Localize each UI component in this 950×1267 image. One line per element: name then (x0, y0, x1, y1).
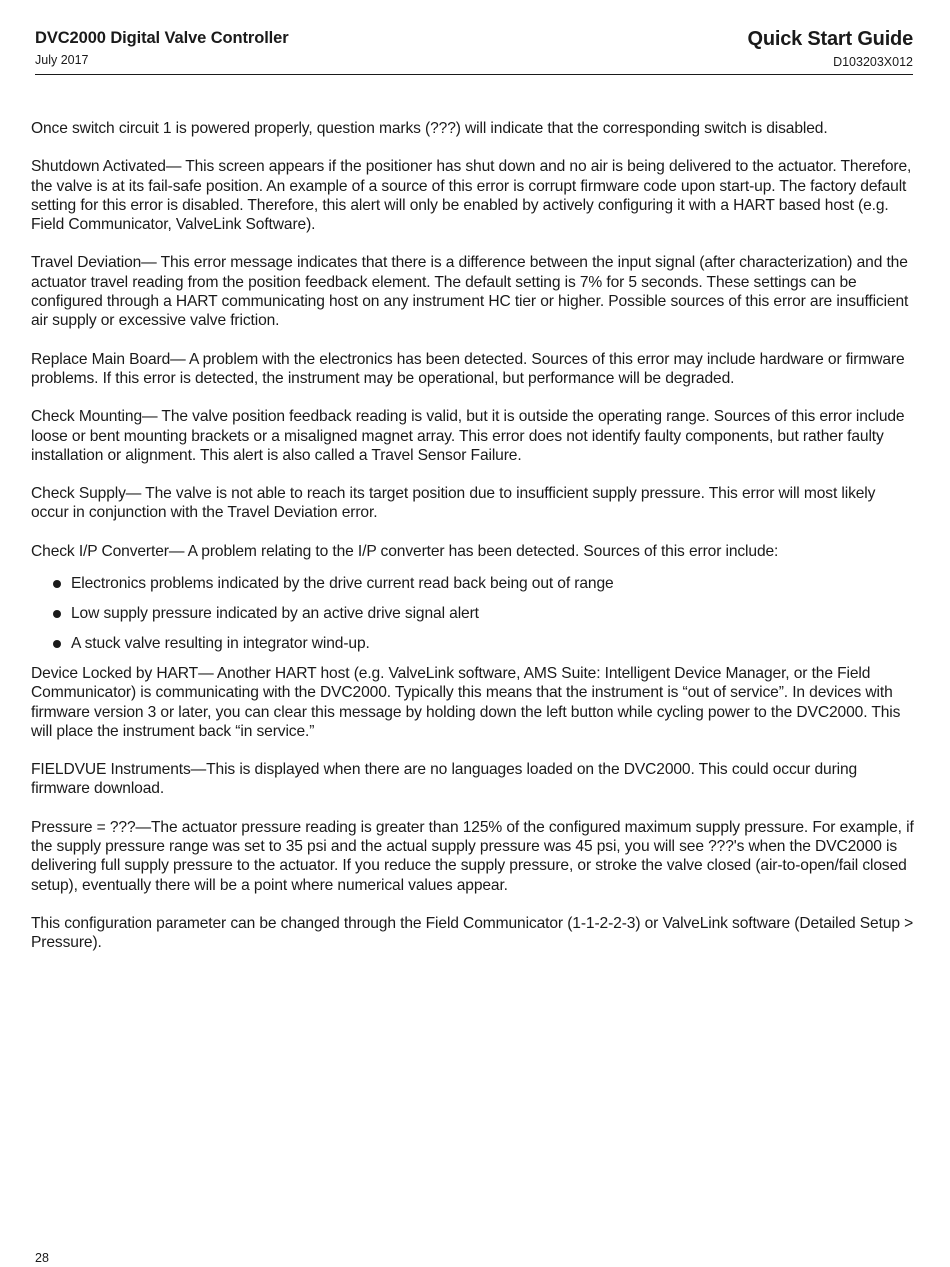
section-body: — This screen appears if the positioner has shut down and no air is being delivered to the actuator. Therefore, the valve is at its fail-safe position. An example of a source of this error is corrupt firmware code upon start-up. The factory default setting for this error is disabled. Therefore, this alert will only be enabled by actively configuring it with a HART based host (e.g. Field Communicator, ValveLink Software). (31, 158, 912, 234)
bullet-icon (53, 580, 61, 588)
list-item (31, 634, 915, 653)
list-item-text: A stuck valve resulting in integrator wind-up. (71, 635, 370, 653)
section-body: —This is displayed when there are no languages loaded on the DVC2000. This could occur during firmware download. (31, 761, 858, 798)
page-number: 28 (35, 1251, 49, 1265)
section-heading: Travel Deviation (31, 254, 142, 272)
section-body: — A problem with the electronics has been detected. Sources of this error may include hardware or firmware problems. If this error is detected, the instrument may be operational, but performance will be degraded. (31, 350, 905, 387)
page-content (31, 119, 915, 972)
list-item (31, 604, 915, 623)
section-fieldvue-instruments (31, 760, 915, 799)
section-heading: Replace Main Board (31, 350, 171, 368)
list-item (31, 574, 915, 593)
section-check-mounting (31, 407, 915, 465)
intro-paragraph: Once switch circuit 1 is powered properly, question marks (???) will indicate that the corresponding switch is disabled. (31, 120, 828, 137)
section-pressure (31, 818, 915, 895)
section-heading: Shutdown Activated (31, 158, 166, 176)
section-body: — Another HART host (e.g. ValveLink software, AMS Suite: Intelligent Device Manager, or the Field Communicator) is communicating with the DVC2000. Typically this means that the instrument is “out of service”. In devices with firmware version 3 or later, you can clear this message by holding down the left button while cycling power to the DVC2000. This will place the instrument back “in service.” (31, 665, 901, 740)
section-body: — A problem relating to the I/P converter has been detected. Sources of this error include: (168, 542, 779, 560)
section-body: — The valve is not able to reach its target position due to insufficient supply pressure. This error will most likely occur in conjunction with the Travel Deviation error. (31, 485, 876, 522)
document-number: D103203X012 (833, 55, 913, 69)
section-heading: FIELDVUE Instruments (31, 761, 191, 779)
list-item-text: Electronics problems indicated by the drive current read back being out of range (71, 575, 614, 593)
section-heading: Pressure = ??? (31, 818, 136, 836)
guide-title: Quick Start Guide (747, 28, 913, 50)
section-body: —The actuator pressure reading is greater than 125% of the configured maximum supply pressure. For example, if the supply pressure range was set to 35 psi and the actual supply pressure was 45 psi, you will see ???'s when the DVC2000 is delivering full supply pressure to the actuator. If you reduce the supply pressure, or stroke the valve closed (air-to-open/fail closed setup), eventually there will be a point where numerical values appear. (31, 818, 914, 894)
section-heading: Check Supply (31, 485, 126, 503)
section-replace-main-board (31, 350, 915, 389)
bullet-icon (53, 610, 61, 618)
section-heading: Device Locked by HART (31, 665, 199, 682)
error-source-list (31, 574, 915, 653)
section-heading: Check I/P Converter (31, 542, 169, 560)
product-title: DVC2000 Digital Valve Controller (35, 29, 289, 47)
section-travel-deviation (31, 253, 915, 330)
section-body: — The valve position feedback reading is valid, but it is outside the operating range. Sources of this error include loose or bent mounting brackets or a misaligned magnet array. This error does not identify faulty components, but rather faulty installation or alignment. This alert is also called a Travel Sensor Failure. (31, 408, 905, 464)
list-item-text: Low supply pressure indicated by an active drive signal alert (71, 605, 479, 623)
section-check-supply (31, 484, 915, 523)
publication-date: July 2017 (35, 53, 89, 67)
section-shutdown-activated (31, 157, 915, 234)
header-right (747, 26, 913, 71)
section-heading: Check Mounting (31, 408, 143, 426)
section-body: — This error message indicates that there is a difference between the input signal (after characterization) and the actuator travel reading from the position feedback element. The default setting is 7% for 5 seconds. These settings can be configured through a HART communicating host on any instrument HC tier or higher. Possible sources of this error are insufficient air supply or excessive valve friction. (31, 254, 909, 330)
section-device-locked (31, 664, 915, 741)
page-header (35, 26, 913, 75)
closing-paragraph: This configuration parameter can be changed through the Field Communicator (1-1-2-2-3) or ValveLink software (Detailed Setup > Pressure). (31, 914, 914, 952)
header-left (35, 26, 289, 69)
section-check-ip-converter (31, 542, 915, 561)
bullet-icon (53, 640, 61, 648)
